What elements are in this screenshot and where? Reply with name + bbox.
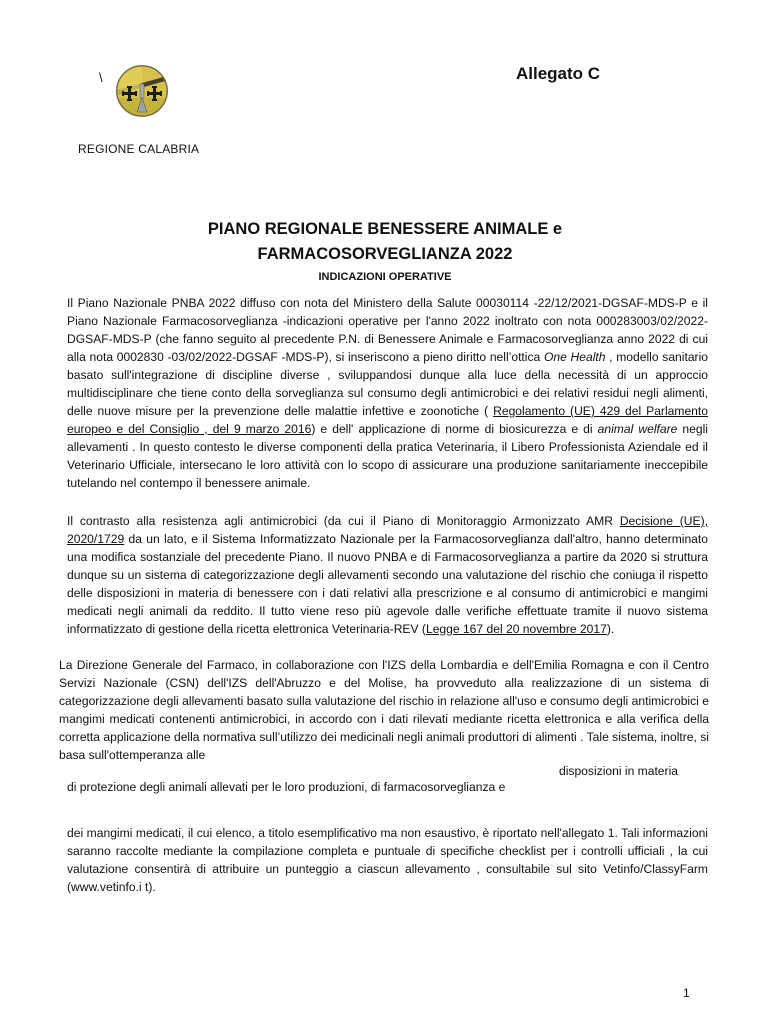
paragraph-3: La Direzione Generale del Farmaco, in collaborazione con l'IZS della Lombardia e dell'Emilia Romagna e con il Centro Servizi Nazionale (CSN) dell'IZS dell'Abruzzo e del Molise, ha provveduto alla realizzazione di un sistema di categorizzazione degli allevamenti basato sulla valutazione del rischio in relazione all'uso e consumo degli antimicrobici e mangimi medicati contenenti antimicrobici, in accordo con i dati rilevati mediante ricetta elettronica e alla verifica della corretta applicazione della normativa sull’utilizzo dei medicinali negli animali produttori di alimenti . Tale sistema, inoltre, si basa sull'ottemperanza alle bbox=[59, 658, 709, 762]
document-subtitle: INDICAZIONI OPERATIVE bbox=[318, 271, 452, 283]
paragraph-1: Il Piano Nazionale PNBA 2022 diffuso con nota del Ministero della Salute 00030114 -22/12/2021-DGSAF-MDS-P e il Piano Nazionale Farmacosorveglianza -indicazioni operative per l'anno 2022 inoltrato con nota 000283003/02/2022-DGSAF-MDS-P (che fanno seguito al precedente P.N. di Benessere Animale e Farmacosorveglianza anno 2022 di cui alla nota 0002830 -03/02/2022-DGSAF -MDS-P), si inseriscono a pieno diritto nell’ottica One Health , modello sanitario basato sull'integrazione di discipline diverse , sviluppandosi dunque alla luce della necessità di un approccio multidisciplinare che tiene conto della sorveglianza sul consumo degli antimicrobici e dei relativi residui negli alimenti, delle nuove misure per la prevenzione delle malattie infettive e zoonotiche ( Regolamento (UE) 429 del Parlamento europeo e del Consiglio , del 9 marzo 2016) e dell' applicazione di norme di biosicurezza e di animal welfare negli allevamenti . In questo contesto le diverse componenti della pratica Veterinaria, il Libero Professionista Aziendale ed il Veterinario Ufficiale, intersecano le loro attività con lo scopo di assicurare una produzione sanitariamente ineccepibile tutelando nel contempo il benessere animale. bbox=[67, 296, 708, 490]
regione-calabria-emblem-icon bbox=[115, 64, 169, 118]
text-fragment-right: disposizioni in materia bbox=[559, 764, 678, 778]
document-title-line2: FARMACOSORVEGLIANZA 2022 bbox=[257, 245, 513, 263]
document-title-line1: PIANO REGIONALE BENESSERE ANIMALE e bbox=[207, 220, 563, 238]
text-fragment-left: di protezione degli animali allevati per le loro produzioni, di farmacosorveglianza e bbox=[67, 780, 506, 794]
stray-backslash: \ bbox=[99, 70, 103, 85]
annex-label: Allegato C bbox=[516, 64, 601, 83]
region-name: REGIONE CALABRIA bbox=[78, 142, 200, 156]
decision-reference: Decisione (UE), 2020/1729 bbox=[67, 514, 708, 546]
paragraph-2: Il contrasto alla resistenza agli antimicrobici (da cui il Piano di Monitoraggio Armonizzato AMR Decisione (UE), 2020/1729 da un lato, e il Sistema Informatizzato Nazionale per la Farmacosorveglianza dall'altro, hanno determinato una modifica sostanziale del precedente Piano. Il nuovo PNBA e di Farmacosorveglianza a partire da 2020 si struttura dunque su un sistema di categorizzazione degli allevamenti secondo una valutazione del rischio che coniuga il rispetto delle disposizioni in materia di benessere con i dati relativi alla prescrizione e al consumo di antimicrobici e mangimi medicati negli animali da reddito. Il tutto viene reso più agevole dalle verifiche effettuate tramite il nuovo sistema informatizzato di gestione della ricetta elettronica Veterinaria-REV (Legge 167 del 20 novembre 2017). bbox=[67, 514, 708, 636]
regulation-reference: Regolamento (UE) 429 del Parlamento europeo e del Consiglio , del 9 marzo 2016 bbox=[67, 404, 708, 436]
paragraph-4: dei mangimi medicati, il cui elenco, a titolo esemplificativo ma non esaustivo, è riportato nell'allegato 1. Tali informazioni saranno raccolte mediante la compilazione completa e puntuale di specifiche checklist per i controlli ufficiali , la cui valutazione consentirà di attribuire un punteggio a ciascun allevamento , consultabile sul sito Vetinfo/ClassyFarm (www.vetinfo.i t). bbox=[67, 826, 708, 894]
page-number: 1 bbox=[683, 986, 690, 1000]
law-reference: Legge 167 del 20 novembre 2017 bbox=[425, 622, 607, 636]
